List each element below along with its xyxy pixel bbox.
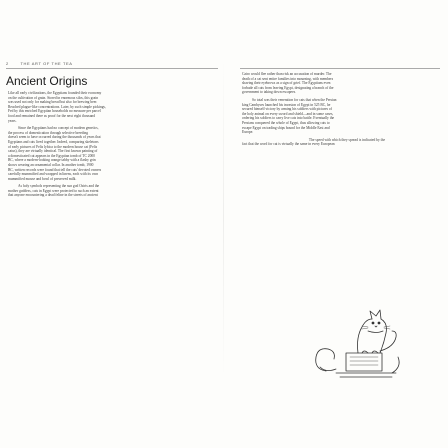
- header-rule-left: [6, 68, 218, 69]
- text-line: carefully mummified and wrapped in linens, each with its own: [8, 172, 99, 177]
- cat-illustration: [306, 307, 406, 385]
- paragraph: [8, 126, 216, 181]
- text-line: Europe.: [242, 130, 254, 135]
- chapter-title: Ancient Origins: [6, 74, 88, 88]
- right-body-text: [242, 72, 442, 147]
- text-line: of early pictures of Felis lybica to the modern house cat (Felis: [8, 144, 98, 149]
- text-line: a domesticated cat appears in the Egyptian tomb of TC 2000: [8, 153, 95, 158]
- paragraph: [242, 98, 442, 135]
- text-line: mummified mouse and bowl of preserved milk.: [8, 176, 77, 181]
- paragraph: [8, 184, 216, 198]
- text-line: BC, written records were found that tell the cats' devoted owners: [8, 167, 102, 172]
- text-line: shaving their eyebrows as a sign of grief. The Egyptians even: [242, 81, 331, 86]
- text-line: the process of domestication through selective breeding: [8, 130, 89, 135]
- text-line: years.: [8, 118, 17, 123]
- text-line: Fed by this enriched Egyptian households no measure per parcel: [8, 109, 101, 114]
- text-line: secured himself victory by arming his soldiers with pictures of: [242, 107, 332, 112]
- text-line: king Cambyses launched his invasion of Egypt in 525 BC, he: [242, 102, 331, 107]
- text-line: catus), they are virtually identical. The first known painting of: [8, 149, 98, 154]
- text-line: forbade all cats from leaving Egypt, designating a branch of the: [242, 85, 334, 90]
- text-line: escape Egypt on trading ships bound for the Middle East and: [242, 125, 330, 130]
- running-head-left: [6, 61, 73, 66]
- text-line: death of a cat sent entire families into mourning, with members: [242, 76, 334, 81]
- text-line: food and remained there as proof for the next eight thousand: [8, 113, 96, 118]
- text-line: Reached plague-like concentrations. Later, by such simple pickings,: [8, 104, 106, 109]
- text-line: mother goddess, cats in Egypt were protected to such an extent: [8, 188, 99, 193]
- paragraph: [242, 138, 442, 147]
- left-body-text: [8, 91, 216, 198]
- text-line: The speed with which they spread is indicated by the: [308, 137, 386, 142]
- text-line: the holy animal on every sword and shield—and in some cases,: [242, 111, 334, 116]
- text-line: doesn't seem to have occurred during the thousands of years that: [8, 135, 101, 140]
- header-rule-right: [240, 68, 440, 69]
- text-line: government to taking down escapees.: [242, 90, 296, 95]
- text-line: fact that the word for cat is virtually the same in every European: [242, 142, 335, 147]
- text-line: that anyone encountering a dead feline in the streets of ancient: [8, 193, 98, 198]
- paragraph: [8, 91, 216, 123]
- text-line: shows wearing an ornamental collar. In another tomb, 1900: [8, 162, 94, 167]
- text-line: BC, where a modern-looking orange tabby with a flashy grin: [8, 158, 96, 163]
- text-line: Since the Egyptians had no concept of modern genetics,: [18, 126, 99, 131]
- paragraph: [242, 72, 442, 95]
- text-line: As holy symbols representing the sun god Osiris and the: [18, 184, 100, 189]
- text-line: Egyptians and cats lived together. Indeed, comparing skeletons: [8, 139, 99, 144]
- running-head-title: THE ART OF THE TEA: [20, 61, 73, 66]
- text-line: Cairo would flee rather than risk an accusation of murder. The: [242, 72, 332, 76]
- text-line: Like all early civilizations, the Egyptians founded their economy: [8, 91, 102, 95]
- text-line: on the cultivation of grain. Stored in enormous silos, this grain: [8, 95, 99, 100]
- text-line: ordering his soldiers to carry live cats into battle. Eventually the: [242, 116, 335, 121]
- text-line: So total was their veneration for cats that when the Persian: [252, 97, 337, 102]
- text-line: Persians conquered the whole of Egypt, thus allowing cats to: [242, 120, 330, 125]
- text-line: was used not only for making bread but also for brewing beer.: [8, 100, 98, 105]
- page-number: 2: [6, 61, 9, 66]
- cat-line-drawing: [306, 307, 406, 385]
